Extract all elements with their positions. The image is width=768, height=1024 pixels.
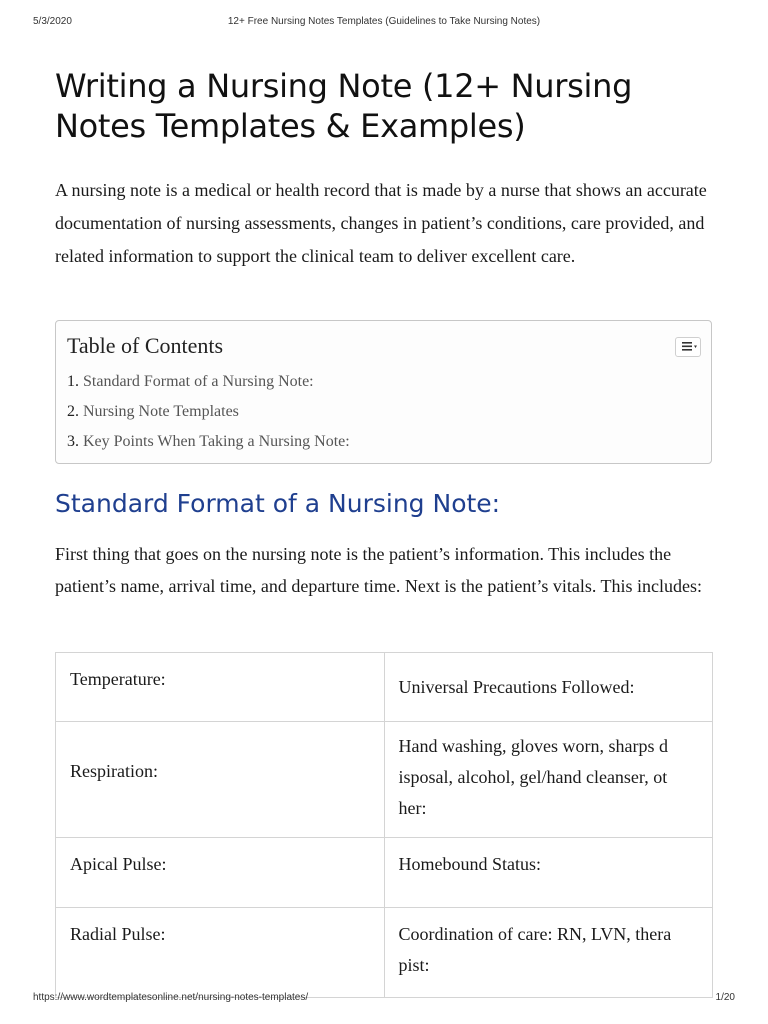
toc-list <box>67 367 350 457</box>
toc-item-link[interactable]: Standard Format of a Nursing Note: <box>83 373 314 390</box>
print-doc-title: 12+ Free Nursing Notes Templates (Guidelines to Take Nursing Notes) <box>227 16 541 27</box>
table-cell <box>384 722 713 838</box>
section-heading: Standard Format of a Nursing Note: <box>55 489 501 518</box>
toc-item[interactable] <box>67 397 350 427</box>
table-cell <box>384 838 713 908</box>
print-url: https://www.wordtemplatesonline.net/nursing-notes-templates/ <box>33 992 309 1003</box>
table-cell <box>56 838 385 908</box>
table-row <box>56 653 713 722</box>
cell-text: Radial Pulse: <box>70 924 166 944</box>
cell-text: Universal Precautions Followed: <box>398 677 635 697</box>
toc-item-link[interactable]: Key Points When Taking a Nursing Note: <box>83 433 350 450</box>
toc-item-number: 2. <box>67 403 79 420</box>
article-title: Writing a Nursing Note (12+ Nursing Notes Templates & Examples) <box>55 67 633 145</box>
toc-title: Table of Contents <box>67 333 224 358</box>
cell-text: Respiration: <box>70 761 158 781</box>
toc-item[interactable] <box>67 427 350 457</box>
toc-item[interactable] <box>67 367 350 397</box>
table-cell <box>56 722 385 838</box>
cell-text: Apical Pulse: <box>70 854 167 874</box>
print-date: 5/3/2020 <box>33 16 72 27</box>
toc-item-number: 1. <box>67 373 79 390</box>
table-row <box>56 908 713 998</box>
cell-text: Temperature: <box>70 669 166 689</box>
table-cell <box>384 908 713 998</box>
table-cell <box>56 653 385 722</box>
toc-toggle-button[interactable] <box>675 337 701 357</box>
list-toggle-icon <box>676 338 700 356</box>
table-row <box>56 838 713 908</box>
cell-text: Coordination of care: RN, LVN, thera pist: <box>398 924 672 975</box>
toc-item-number: 3. <box>67 433 79 450</box>
table-cell <box>384 653 713 722</box>
intro-paragraph: A nursing note is a medical or health record that is made by a nurse that shows an accurate documentation of nursing assessments, changes in patient’s conditions, care provided, and related information to support the clinical team to deliver excellent care. <box>55 180 707 266</box>
page-number: 1/20 <box>715 992 735 1003</box>
cell-text: Homebound Status: <box>398 854 541 874</box>
toc-item-link[interactable]: Nursing Note Templates <box>83 403 239 420</box>
table-of-contents <box>55 320 712 464</box>
cell-text: Hand washing, gloves worn, sharps d isposal, alcohol, gel/hand cleanser, ot her: <box>398 736 668 818</box>
section-paragraph: First thing that goes on the nursing note is the patient’s information. This includes the patient’s name, arrival time, and departure time. Next is the patient’s vitals. This includes: <box>55 544 702 596</box>
vitals-table <box>55 652 713 998</box>
table-cell <box>56 908 385 998</box>
table-row <box>56 722 713 838</box>
